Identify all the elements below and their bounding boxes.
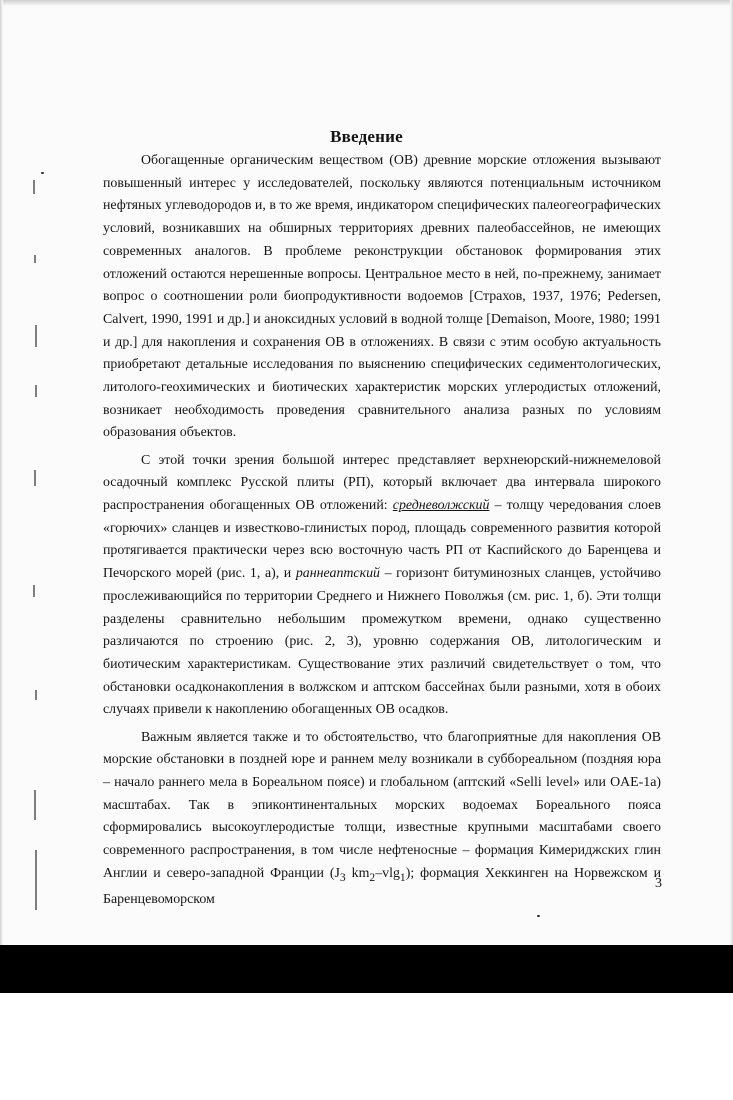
binding-mark [33, 585, 35, 597]
body-text [103, 150, 661, 916]
page-top-shadow [0, 0, 733, 6]
paragraph-2: С этой точки зрения большой интерес представляет верхнеюрский-нижнемеловой осадочный комплекс Русской плиты (РП), который включает два интервала широкого распространения обогащенных ОВ отложений: средневолжский – толщу чередования слоев «горючих» сланцев и известково-глинистых пород, площадь современного развития которой протягивается практически через всю восточную часть РП от Каспийского до Баренцева и Печорского морей (рис. 1, а), и раннеаптский – горизонт битуминозных сланцев, устойчиво прослеживающийся по территории Среднего и Нижнего Поволжья (см. рис. 1, б). Эти толщи разделены сравнительно небольшим промежутком времени, однако существенно различаются по строению (рис. 2, 3), уровню содержания ОВ, литологическим и биотическим характеристикам. Существование этих различий свидетельствует о том, что обстановки осадконакопления в волжском и аптском бассейнах были разными, хотя в обоих случаях привели к накоплению обогащенных ОВ осадков. [103, 452, 662, 718]
term-srednevolzhsky: средневолжский [392, 498, 490, 514]
binding-mark [35, 690, 37, 700]
page-number: 3 [655, 876, 662, 891]
binding-mark [34, 255, 36, 263]
binding-mark [35, 385, 37, 397]
binding-mark [35, 850, 37, 910]
paragraph-1: Обогащенные органическим веществом (ОВ) древние морские отложения вызывают повышенный интерес у исследователей, поскольку являются потенциальным источником нефтяных углеводородов и, в то же время, индикатором специфических палеогеографических условий, возникавших на обширных территориях древних палеобассейнов, не имеющих современных аналогов. В проблеме реконструкции обстановок формирования этих отложений остаются нерешенные вопросы. Центральное место в ней, по-прежнему, занимает вопрос о соотношении роли биопродуктивности водоемов [Страхов, 1937, 1976; Pedersen, Calvert, 1990, 1991 и др.] и аноксидных условий в водной толще [Demaison, Moore, 1980; 1991 и др.] для накопления и сохранения ОВ в отложениях. В связи с этим особую актуальность приобретают детальные исследования по выяснению специфических седиментологических, литолого-геохимических и биотических характеристик морских углеродистых отложений, возникает необходимость проведения сравнительного анализа разных по условиям образования объектов. [103, 153, 661, 441]
binding-mark [34, 790, 36, 820]
term-ranneaptsky: раннеаптский [295, 566, 380, 582]
scan-speck [41, 172, 44, 174]
scan-bottom-border [0, 945, 733, 993]
binding-mark [34, 470, 36, 486]
binding-mark [35, 325, 37, 347]
binding-mark [33, 180, 35, 194]
paragraph-3: Важным является также и то обстоятельство, что благоприятные для накопления ОВ морские обстановки в поздней юре и раннем мелу возникали в суббореальном (поздняя юра – начало раннего мела в Бореальном поясе) и глобальном (аптский «Selli level» или OAE-1a) масштабах. Так в эпиконтинентальных морских водоемах Бореального пояса сформировались высокоуглеродистые толщи, известные крупными масштабами своего современного распространения, в том числе нефтеносные – формация Кимериджских глин Англии и северо-западной Франции ($J_3$ $km_2-vlg_1$); формация Хеккинген на Норвежском и Баренцевоморском [103, 729, 661, 908]
page-title: Введение [330, 127, 403, 146]
